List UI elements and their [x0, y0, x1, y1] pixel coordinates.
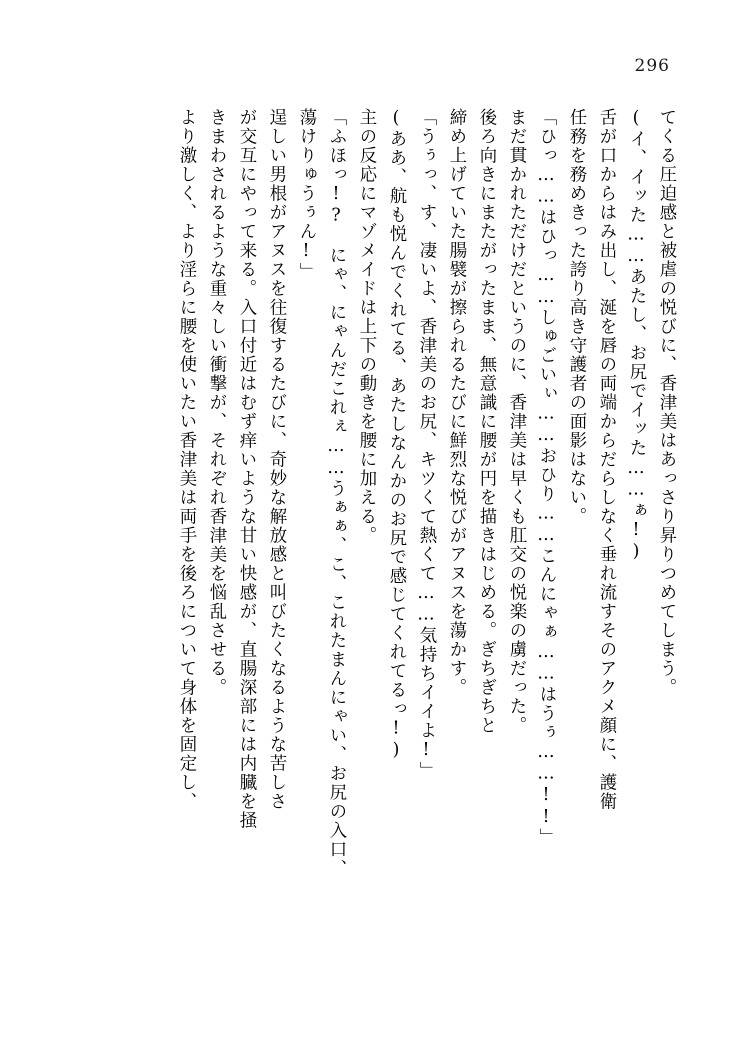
- text-column: 主の反応にマゾメイドは上下の動きを腰に加える。: [356, 108, 376, 545]
- text-column: より激しく、より淫らに腰を使いたい香津美は両手を後ろについて身体を固定し、: [176, 108, 196, 811]
- text-column: (イ、イッた……あたし、お尻でイッた……ぁ!): [626, 108, 646, 564]
- text-column: (ああ、航も悦んでくれてる、あたしなんかのお尻で感じてくれてるっ!): [386, 108, 406, 762]
- text-column: てくる圧迫感と被虐の悦びに、香津美はあっさり昇りつめてしまう。: [656, 108, 676, 697]
- text-column: 後ろ向きにまたがったまま、無意識に腰が円を描きはじめる。ぎちぎちと: [476, 108, 496, 735]
- text-column: 任務を務めきった誇り高き守護者の面影はない。: [566, 108, 586, 526]
- text-column: 蕩けりゅうぅん!」: [296, 108, 316, 282]
- text-column: きまわされるような重々しい衝撃が、それぞれ香津美を悩乱させる。: [206, 108, 226, 697]
- text-column: が交互にやって来る。入口付近はむず痒いような甘い快感が、直腸深部には内臓を掻: [236, 108, 256, 830]
- vertical-text-block: [70, 108, 674, 953]
- text-column: 「うぅっ、す、凄いよ、香津美のお尻、キツくて熱くて……気持ちイイよ!」: [416, 108, 436, 781]
- page-number: 296: [634, 56, 670, 76]
- text-column: 締め上げていた腸襞が擦られるたびに鮮烈な悦びがアヌスを蕩かす。: [446, 108, 466, 697]
- text-column: 逞しい男根がアヌスを往復するたびに、奇妙な解放感と叫びたくなるような苦しさ: [266, 108, 286, 811]
- text-column: 「ふほっ!? にゃ、にゃんだこれぇ……うぁぁ、こ、これたまんにゃい、お尻の入口、: [326, 108, 346, 879]
- text-column: まだ貫かれただけだというのに、香津美は早くも肛交の悦楽の虜だった。: [506, 108, 526, 735]
- text-column: 「ひっ……はひっ……しゅごいぃ……おひり……こんにゃぁ……はうぅ……!!」: [536, 108, 556, 848]
- text-column: 舌が口からはみ出し、涎を唇の両端からだらしなく垂れ流すそのアクメ顔に、護衛: [596, 108, 616, 811]
